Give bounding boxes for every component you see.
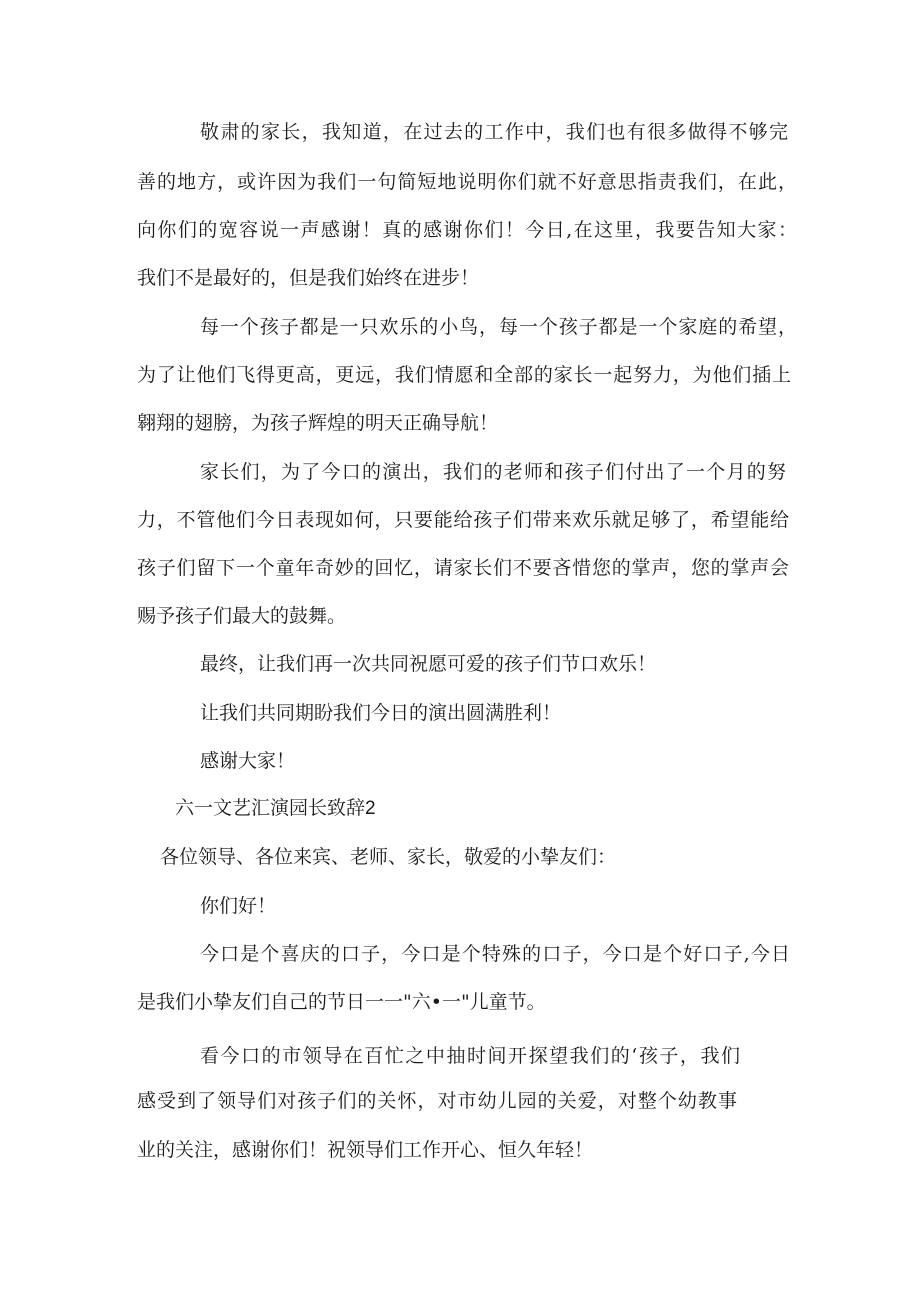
section-title: 六一文艺汇演园长致辞2 [175,798,376,819]
text-line: 是我们小挚友们自己的节日一一"六•一"儿童节。 [137,991,546,1013]
text-line: 力，不管他们今日表现如何，只要能给孩子们带来欢乐就足够了，希望能给 [137,509,789,531]
text-line: 向你们的宽容说一声感谢！真的感谢你们！今日,在这里，我要告知大家： [137,219,797,241]
text-line: 今口是个喜庆的口子，今口是个特殊的口子，今口是个好口子,今日 [200,943,790,965]
text-line: 业的关注，感谢你们！祝领导们工作开心、恒久年轻！ [137,1139,594,1161]
greeting: 你们好！ [200,895,277,917]
text-line: 感受到了领导们对孩子们的关怀，对市幼儿园的关爱，对整个幼教事 [137,1090,737,1112]
text-line: 善的地方，或许因为我们一句简短地说明你们就不好意思指责我们，在此， [137,171,797,193]
text-line: 每一个孩子都是一只欢乐的小鸟，每一个孩子都是一个家庭的希望， [200,316,797,338]
text-line: 为了让他们飞得更高，更远，我们情愿和全部的家长一起努力，为他们插上 [137,364,791,386]
text-line: 翱翔的翅膀，为孩子辉煌的明天正确导航！ [137,412,499,434]
text-line: 家长们，为了今口的演出，我们的老师和孩子们付出了一个月的努 [200,461,786,483]
text-line: 感谢大家！ [200,750,296,772]
salutation: 各位领导、各位来宾、老师、家长，敬爱的小挚友们： [160,846,617,868]
text-line: 赐予孩子们最大的鼓舞。 [137,605,347,627]
text-line: 敬肃的家长，我知道，在过去的工作中，我们也有很多做得不够完 [200,121,788,143]
text-line: 让我们共同期盼我们今日的演出圆满胜利！ [200,702,562,724]
text-line: 孩子们留下一个童年奇妙的回忆，请家长们不要吝惜您的掌声，您的掌声会 [137,557,789,579]
text-line: 最终，让我们再一次共同祝愿可爱的孩子们节口欢乐！ [200,653,657,675]
text-line: 我们不是最好的，但是我们始终在进步！ [137,267,480,289]
text-line: 看今口的市领导在百忙之中抽时间开探望我们的‘孩子，我们 [200,1045,740,1067]
